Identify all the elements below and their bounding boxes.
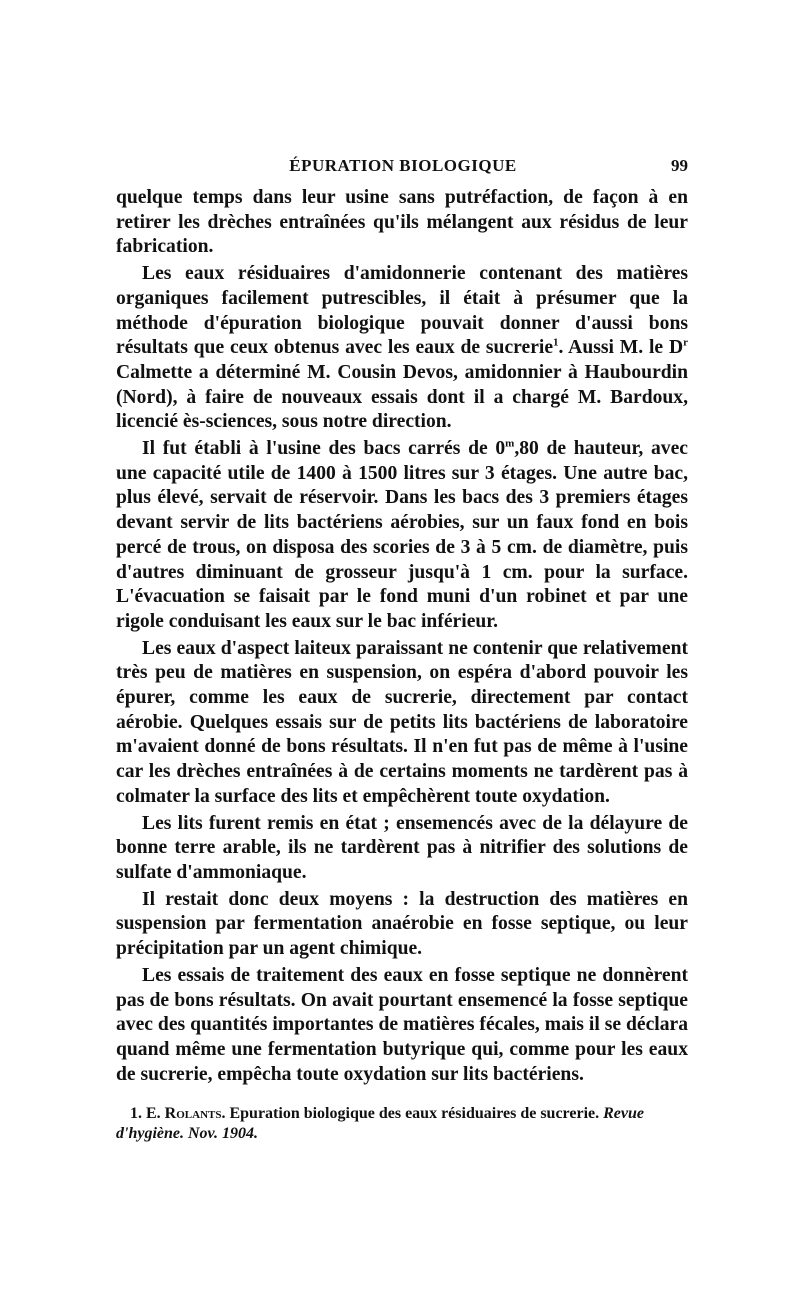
footnote [116, 1104, 688, 1144]
paragraph-4 [116, 637, 688, 810]
page-header [118, 156, 688, 186]
doctor-abbrev-superscript: r [683, 336, 688, 349]
paragraph-5-text: Les lits furent remis en état ; ensemencés avec de la délayure de bonne terre arable, ils ne tardèrent pas à nitrifier des solutions de sulfate d'ammoniaque. [116, 812, 688, 883]
running-title: ÉPURATION BIOLOGIQUE [289, 156, 517, 175]
paragraph-2 [116, 262, 688, 435]
paragraph-2-text-a: Les eaux résiduaires d'amidonnerie contenant des matières organiques facilement putrescibles, il était à présumer que la méthode d'épuration biologique pouvait donner d'aussi bons résultats que ceux obtenus avec les eaux de sucrerie [116, 263, 688, 359]
paragraph-7-text: Les essais de traitement des eaux en fosse septique ne donnèrent pas de bons résultats. On avait pourtant ensemencé la fosse septique avec des quantités importantes de matières fécales, mais il se déclara quand même une fermentation butyrique qui, comme pour les eaux de sucrerie, empêcha toute oxydation sur lits bactériens. [116, 964, 688, 1085]
paragraph-7 [116, 964, 688, 1088]
paragraph-1 [116, 186, 688, 260]
paragraph-5 [116, 812, 688, 886]
paragraph-1-text: quelque temps dans leur usine sans putréfaction, de façon à en retirer les drèches entraînées qu'ils mélangent aux résidus de leur fabrication. [116, 187, 688, 258]
paragraph-2-text-b: . Aussi M. le D [558, 337, 684, 359]
footnote-journal: Revue d'hygiène. Nov. 1904. [116, 1105, 644, 1142]
paragraph-6-text: Il restait donc deux moyens : la destruction des matières en suspension par fermentation anaérobie en fosse septique, ou leur précipitation par un agent chimique. [116, 888, 688, 960]
paragraph-3 [116, 437, 688, 635]
footnote-author: E. Rolants. [146, 1105, 226, 1122]
paragraph-4-text: Les eaux d'aspect laiteux paraissant ne contenir que relativement très peu de matières en suspension, on espéra d'abord pouvoir les épurer, comme les eaux de sucrerie, directement par contact aérobie. Quelques essais sur de petits lits bactériens de laboratoire m'avaient donné de bons résultats. Il n'en fut pas de même à l'usine car les drèches entraînées à de certains moments ne tardèrent pas à colmater la surface des lits et empêchèrent toute oxydation. [116, 637, 688, 807]
paragraph-2-text-c: Calmette a déterminé M. Cousin Devos, amidonnier à Haubourdin (Nord), à faire de nouveaux essais dont il a chargé M. Bardoux, licencié ès-sciences, sous notre direction. [116, 361, 688, 433]
footnote-reference: 1 [553, 336, 559, 349]
paragraph-6 [116, 888, 688, 962]
meter-superscript: m [505, 437, 515, 450]
footnote-title: Epuration biologique des eaux résiduaires de sucrerie. [225, 1105, 604, 1122]
footnote-number: 1. [130, 1105, 142, 1122]
body-text [116, 186, 688, 1087]
paragraph-3-text-b: ,80 de hauteur, avec une capacité utile de 1400 à 1500 litres sur 3 étages. Une autre bac, plus élevé, servait de réservoir. Dans les bacs des 3 premiers étages devant servir de lits bactériens aérobies, sur un faux fond en bois percé de trous, on disposa des scories de 3 à 5 cm. de diamètre, puis d'autres diminuant de grosseur jusqu'à 1 cm. pour la surface. L'évacuation se faisait par le fond muni d'un robinet et par une rigole conduisant les eaux sur le bac inférieur. [116, 438, 688, 632]
paragraph-3-text-a: Il fut établi à l'usine des bacs carrés de 0 [142, 438, 506, 460]
page-number: 99 [671, 156, 688, 175]
